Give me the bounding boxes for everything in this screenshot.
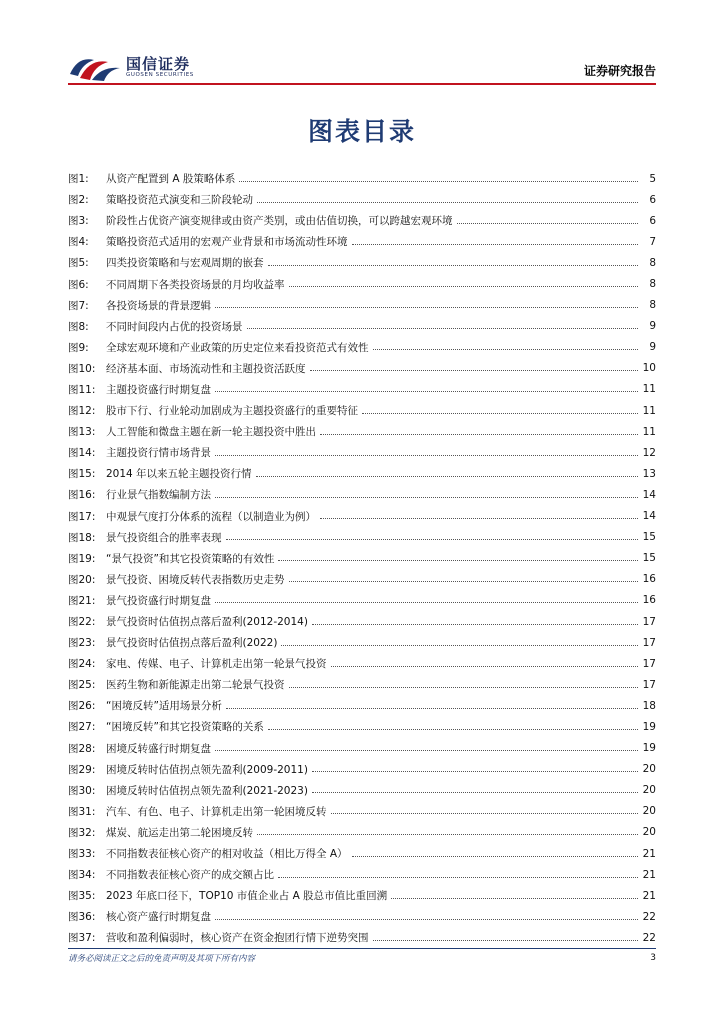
toc-entry[interactable] [68, 421, 656, 442]
toc-entry[interactable] [68, 506, 656, 527]
toc-entry-title: 行业景气指数编制方法 [106, 489, 211, 502]
toc-entry[interactable] [68, 548, 656, 569]
toc-entry-title: 2014 年以来五轮主题投资行情 [106, 468, 252, 481]
toc-entry-label: 图9: [68, 341, 89, 354]
toc-entry-label: 图3: [68, 215, 89, 228]
toc-entry-page: 7 [649, 235, 656, 248]
toc-entry[interactable] [68, 885, 656, 906]
toc-leader-dots [256, 475, 638, 477]
toc-entry-label: 图35: [68, 890, 96, 903]
toc-entry-label: 图15: [68, 468, 96, 481]
toc-entry-label: 图24: [68, 658, 96, 671]
toc-leader-dots [331, 812, 639, 814]
toc-entry-page: 20 [642, 826, 656, 839]
toc-entry-label: 图23: [68, 637, 96, 650]
toc-leader-dots [215, 390, 638, 392]
toc-entry-title: 阶段性占优资产演变规律或由资产类别，或由估值切换，可以跨越宏观环境 [106, 215, 453, 228]
toc-entry-title: 策略投资范式演变和三阶段轮动 [106, 194, 253, 207]
toc-leader-dots [289, 686, 639, 688]
toc-leader-dots [281, 644, 638, 646]
toc-entry-page: 21 [642, 889, 656, 902]
toc-entry-title: “困境反转”适用场景分析 [106, 700, 222, 713]
toc-entry[interactable] [68, 822, 656, 843]
toc-leader-dots [215, 454, 638, 456]
toc-entry-title: 景气投资组合的胜率表现 [106, 531, 222, 544]
toc-leader-dots [268, 264, 639, 266]
toc-entry-label: 图5: [68, 257, 89, 270]
toc-entry-label: 图32: [68, 826, 96, 839]
toc-entry-page: 12 [642, 446, 656, 459]
toc-leader-dots [312, 770, 638, 772]
toc-leader-dots [320, 517, 638, 519]
toc-entry[interactable] [68, 210, 656, 231]
toc-entry-title: 策略投资范式适用的宏观产业背景和市场流动性环境 [106, 236, 348, 249]
toc-entry-label: 图30: [68, 784, 96, 797]
toc-leader-dots [215, 749, 638, 751]
toc-leader-dots [331, 665, 639, 667]
toc-entry-title: 医药生物和新能源走出第二轮景气投资 [106, 679, 285, 692]
toc-entry[interactable] [68, 716, 656, 737]
toc-entry[interactable] [68, 189, 656, 210]
toc-entry[interactable] [68, 295, 656, 316]
toc-entry-label: 图17: [68, 510, 96, 523]
toc-leader-dots [391, 897, 638, 899]
toc-leader-dots [289, 580, 639, 582]
toc-leader-dots [226, 707, 638, 709]
toc-entry-label: 图11: [68, 383, 96, 396]
toc-leader-dots [247, 327, 639, 329]
toc-entry[interactable] [68, 231, 656, 252]
toc-entry-label: 图25: [68, 679, 96, 692]
toc-entry-label: 图14: [68, 447, 96, 460]
toc-entry-title: 景气投资时估值拐点落后盈利(2022) [106, 637, 278, 650]
toc-entry[interactable] [68, 358, 656, 379]
toc-entry-page: 15 [642, 531, 656, 544]
toc-entry-title: “景气投资”和其它投资策略的有效性 [106, 552, 275, 565]
toc-entry[interactable] [68, 611, 656, 632]
toc-entry-label: 图36: [68, 911, 96, 924]
toc-entry-page: 18 [642, 699, 656, 712]
toc-entry-title: 核心资产盛行时期复盘 [106, 911, 211, 924]
toc-entry[interactable] [68, 780, 656, 801]
toc-entry-page: 10 [642, 362, 656, 375]
page-title: 图表目录 [307, 117, 416, 146]
toc-entry[interactable] [68, 864, 656, 885]
toc-leader-dots [289, 285, 639, 287]
toc-entry-page: 17 [642, 678, 656, 691]
guosen-logo [68, 52, 228, 84]
toc-entry[interactable] [68, 906, 656, 927]
toc-entry-page: 20 [642, 784, 656, 797]
toc-leader-dots [352, 243, 639, 245]
toc-entry-page: 11 [642, 425, 656, 438]
toc-leader-dots [352, 855, 638, 857]
toc-entry-label: 图31: [68, 805, 96, 818]
toc-leader-dots [215, 306, 638, 308]
toc-entry-label: 图34: [68, 869, 96, 882]
toc-entry-label: 图21: [68, 594, 96, 607]
toc-entry-title: 2023 年底口径下，TOP10 市值企业占 A 股总市值比重回溯 [106, 890, 388, 903]
toc-entry-label: 图27: [68, 721, 96, 734]
toc-leader-dots [312, 623, 638, 625]
toc-entry-label: 图12: [68, 405, 96, 418]
toc-entry-page: 17 [642, 657, 656, 670]
toc-entry-title: 股市下行、行业轮动加剧成为主题投资盛行的重要特征 [106, 405, 358, 418]
toc-entry-label: 图22: [68, 616, 96, 629]
toc-entry-page: 19 [642, 720, 656, 733]
toc-entry[interactable] [68, 927, 656, 948]
toc-leader-dots [362, 412, 638, 414]
toc-entry-page: 14 [642, 510, 656, 523]
toc-entry-label: 图37: [68, 932, 96, 945]
toc-entry[interactable] [68, 442, 656, 463]
toc-entry[interactable] [68, 527, 656, 548]
toc-entry-label: 图10: [68, 362, 96, 375]
toc-entry[interactable] [68, 759, 656, 780]
toc-entry-label: 图19: [68, 552, 96, 565]
toc-leader-dots [257, 201, 638, 203]
toc-entry[interactable] [68, 843, 656, 864]
toc-entry-page: 8 [649, 278, 656, 291]
toc-leader-dots [268, 728, 638, 730]
toc-entry[interactable] [68, 400, 656, 421]
toc-entry-label: 图1: [68, 173, 89, 186]
toc-entry-page: 16 [642, 573, 656, 586]
toc-entry-title: 主题投资行情市场背景 [106, 447, 211, 460]
toc-leader-dots [239, 180, 638, 182]
toc-entry-title: 煤炭、航运走出第二轮困境反转 [106, 826, 253, 839]
toc-leader-dots [215, 496, 638, 498]
toc-entry-page: 9 [649, 320, 656, 333]
report-header [68, 52, 656, 84]
toc-entry-page: 21 [642, 868, 656, 881]
toc-entry-label: 图4: [68, 236, 89, 249]
toc-entry-page: 20 [642, 805, 656, 818]
toc-entry[interactable] [68, 337, 656, 358]
figure-list [68, 168, 656, 948]
toc-entry-title: 不同指数表征核心资产的相对收益（相比万得全 A） [106, 848, 348, 861]
toc-entry[interactable] [68, 252, 656, 273]
toc-entry-title: 全球宏观环境和产业政策的历史定位来看投资范式有效性 [106, 341, 369, 354]
footer-disclaimer[interactable]: 请务必阅读正文之后的免责声明及其项下所有内容 [68, 954, 256, 964]
toc-entry-label: 图20: [68, 573, 96, 586]
toc-leader-dots [215, 601, 638, 603]
toc-entry[interactable] [68, 168, 656, 189]
toc-entry-title: 景气投资盛行时期复盘 [106, 594, 211, 607]
logo-text-en: GUOSEN SECURITIES [126, 72, 194, 78]
toc-entry-page: 20 [642, 763, 656, 776]
toc-entry-title: 主题投资盛行时期复盘 [106, 383, 211, 396]
toc-entry-title: 家电、传媒、电子、计算机走出第一轮景气投资 [106, 658, 327, 671]
toc-entry-label: 图2: [68, 194, 89, 207]
toc-entry-page: 6 [649, 193, 656, 206]
toc-entry-page: 13 [642, 467, 656, 480]
toc-entry[interactable] [68, 590, 656, 611]
report-type-label: 证券研究报告 [583, 64, 656, 78]
toc-entry[interactable] [68, 316, 656, 337]
toc-entry-title: 不同时间段内占优的投资场景 [106, 320, 243, 333]
toc-entry[interactable] [68, 379, 656, 400]
toc-entry-title: 人工智能和微盘主题在新一轮主题投资中胜出 [106, 426, 316, 439]
logo-text-cn: 国信证券 [126, 55, 191, 73]
toc-leader-dots [457, 222, 639, 224]
toc-entry-title: 困境反转盛行时期复盘 [106, 742, 211, 755]
toc-entry-page: 8 [649, 256, 656, 269]
toc-entry-label: 图16: [68, 489, 96, 502]
toc-entry-title: 景气投资时估值拐点落后盈利(2012-2014) [106, 616, 308, 629]
toc-entry-label: 图7: [68, 299, 89, 312]
toc-entry[interactable] [68, 273, 656, 294]
toc-entry-page: 5 [649, 172, 656, 185]
toc-entry[interactable] [68, 738, 656, 759]
toc-entry-page: 17 [642, 636, 656, 649]
toc-entry-label: 图8: [68, 320, 89, 333]
toc-entry-title: 困境反转时估值拐点领先盈利(2009-2011) [106, 763, 308, 776]
toc-leader-dots [215, 918, 638, 920]
toc-entry-title: 各投资场景的背景逻辑 [106, 299, 211, 312]
toc-entry-page: 21 [642, 847, 656, 860]
toc-entry-title: 经济基本面、市场流动性和主题投资活跃度 [106, 362, 306, 375]
toc-leader-dots [257, 833, 638, 835]
guosen-logo-icon [68, 54, 122, 82]
toc-entry-title: 景气投资、困境反转代表指数历史走势 [106, 573, 285, 586]
toc-entry-page: 16 [642, 594, 656, 607]
toc-entry-title: 中观景气度打分体系的流程（以制造业为例） [106, 510, 316, 523]
page-number: 3 [650, 953, 656, 963]
toc-entry-label: 图28: [68, 742, 96, 755]
toc-leader-dots [278, 559, 638, 561]
toc-leader-dots [320, 433, 638, 435]
toc-entry-page: 15 [642, 552, 656, 565]
header-divider [68, 83, 656, 85]
toc-entry-title: 不同周期下各类投资场景的月均收益率 [106, 278, 285, 291]
toc-entry[interactable] [68, 674, 656, 695]
toc-entry[interactable] [68, 695, 656, 716]
toc-leader-dots [226, 538, 639, 540]
toc-entry-page: 11 [642, 383, 656, 396]
toc-entry-label: 图26: [68, 700, 96, 713]
toc-entry-title: 从资产配置到 A 股策略体系 [106, 173, 236, 186]
toc-entry-page: 22 [642, 931, 656, 944]
toc-entry-title: 困境反转时估值拐点领先盈利(2021-2023) [106, 784, 308, 797]
toc-leader-dots [310, 369, 639, 371]
toc-entry-page: 17 [642, 615, 656, 628]
toc-entry-page: 22 [642, 910, 656, 923]
toc-entry[interactable] [68, 632, 656, 653]
toc-entry-title: “困境反转”和其它投资策略的关系 [106, 721, 264, 734]
toc-entry-page: 14 [642, 488, 656, 501]
toc-entry-label: 图6: [68, 278, 89, 291]
toc-leader-dots [312, 791, 638, 793]
toc-entry-label: 图33: [68, 848, 96, 861]
toc-entry-label: 图18: [68, 531, 96, 544]
toc-entry-title: 四类投资策略和与宏观周期的嵌套 [106, 257, 264, 270]
toc-entry-page: 6 [649, 214, 656, 227]
toc-entry-label: 图29: [68, 763, 96, 776]
toc-entry[interactable] [68, 569, 656, 590]
toc-leader-dots [278, 876, 638, 878]
toc-entry-title: 不同指数表征核心资产的成交额占比 [106, 869, 274, 882]
toc-leader-dots [373, 939, 639, 941]
toc-entry-title: 汽车、有色、电子、计算机走出第一轮困境反转 [106, 805, 327, 818]
footer-divider [68, 948, 656, 949]
toc-entry-page: 9 [649, 341, 656, 354]
toc-entry-page: 11 [642, 404, 656, 417]
toc-entry-page: 8 [649, 299, 656, 312]
toc-entry-page: 19 [642, 742, 656, 755]
toc-entry[interactable] [68, 653, 656, 674]
toc-entry-title: 营收和盈利偏弱时，核心资产在资金抱团行情下逆势突围 [106, 932, 369, 945]
toc-entry[interactable] [68, 484, 656, 505]
toc-entry[interactable] [68, 463, 656, 484]
toc-entry-label: 图13: [68, 426, 96, 439]
toc-entry[interactable] [68, 801, 656, 822]
toc-leader-dots [373, 348, 639, 350]
